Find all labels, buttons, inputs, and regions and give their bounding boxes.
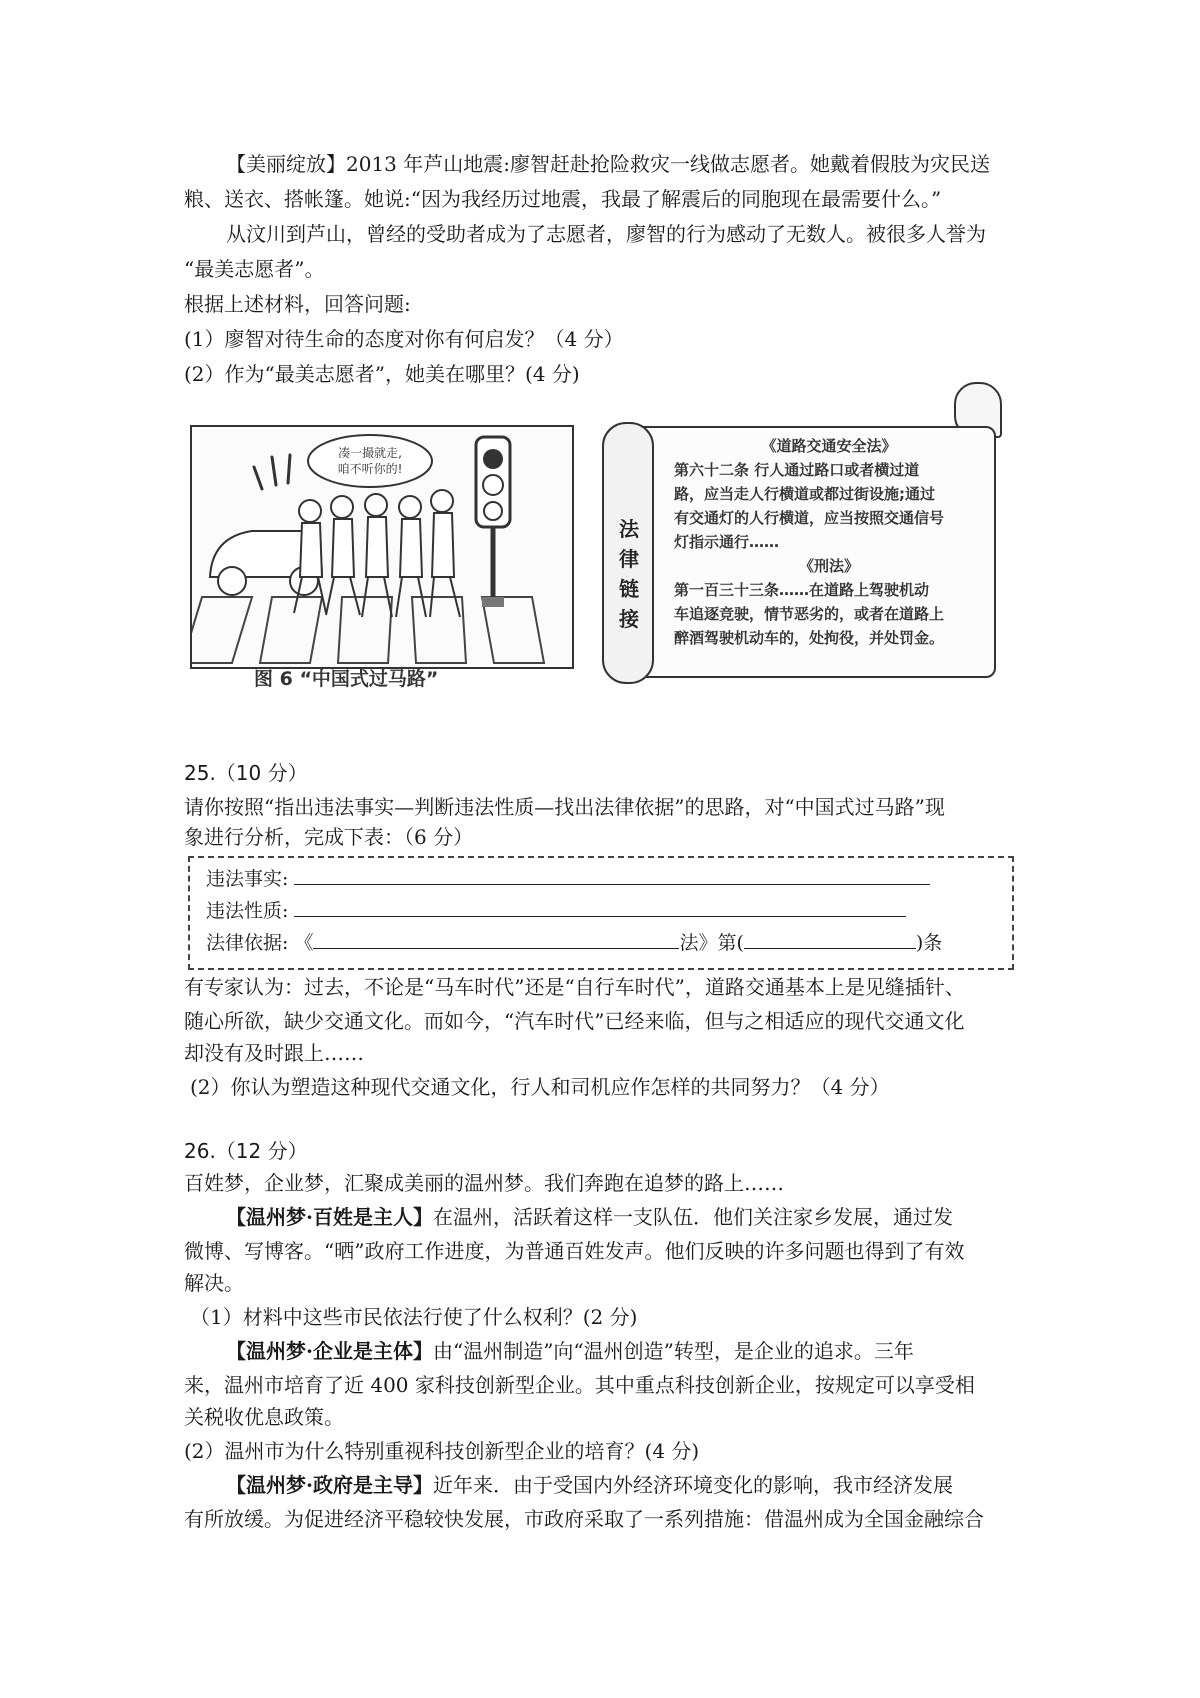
law1-title: 《道路交通安全法》 <box>761 437 897 455</box>
blank-illegal-fact[interactable] <box>294 866 930 885</box>
paragraph-liaozhi-1 <box>226 151 990 177</box>
q26-p1-line1-text: 在温州，活跃着这样一支队伍．他们关注家乡发展，通过发 <box>432 1205 953 1229</box>
tag-enterprise-subject: 【温州梦·企业是主体】 <box>226 1339 433 1363</box>
tag-government-leading: 【温州梦·政府是主导】 <box>226 1473 433 1497</box>
book-bracket-open: 《 <box>294 932 314 954</box>
q26-para1-line3: 解决。 <box>184 1271 244 1295</box>
para1-line2: 粮、送衣、搭帐篷。她说:“因为我经历过地震，我最了解震后的同胞现在最需要什么。” <box>184 187 942 211</box>
law2-line: 第一百三十三条……在道路上驾驶机动 <box>674 581 930 599</box>
question-2: (2）作为“最美志愿者”，她美在哪里？(4 分) <box>184 362 580 386</box>
para1-line1-text: 2013 年芦山地震:廖智赶赴抢险救灾一线做志愿者。她戴着假肢为灾民送 <box>346 152 990 176</box>
article-suffix: )条 <box>915 932 943 954</box>
cartoon-illustration <box>192 427 572 667</box>
q26-header: 26.（12 分） <box>184 1139 308 1163</box>
figure-caption: 图 6 “中国式过马路” <box>254 668 439 690</box>
scroll-roll <box>602 422 654 684</box>
law2-line: 醉酒驾驶机动车的，处拘役，并处罚金。 <box>674 629 945 647</box>
para2-line2: “最美志愿者”。 <box>184 257 325 281</box>
q26-para2-line2: 来，温州市培育了近 400 家科技创新型企业。其中重点科技创新企业，按规定可以享受相 <box>184 1373 975 1397</box>
label-illegal-fact: 违法事实: <box>206 868 289 890</box>
q26-intro: 百姓梦，企业梦，汇聚成美丽的温州梦。我们奔跑在追梦的路上…… <box>184 1171 784 1195</box>
row-legal-basis <box>206 930 942 956</box>
q26-question-1: （1）材料中这些市民依法行使了什么权利？(2 分) <box>190 1305 638 1329</box>
answer-table <box>188 856 1014 970</box>
q26-p3-line1-text: 近年来．由于受国内外经济环境变化的影响，我市经济发展 <box>432 1473 953 1497</box>
blank-illegal-nature[interactable] <box>294 898 906 917</box>
law2-line: 车追逐竞驶，情节恶劣的，或者在道路上 <box>674 605 945 623</box>
q26-para2-line3: 关税收优息政策。 <box>184 1405 344 1429</box>
crossing-cartoon <box>190 425 574 669</box>
question-1: (1）廖智对待生命的态度对你有何启发？（4 分） <box>184 327 624 351</box>
label-legal-basis: 法律依据: <box>206 932 289 954</box>
q25-intro-line1: 请你按照“指出违法事实—判断违法性质—找出法律依据”的思路，对“中国式过马路”现 <box>184 795 945 819</box>
q26-para1-line2: 微博、写博客。“晒”政府工作进度，为普通百姓发声。他们反映的许多问题也得到了有效 <box>184 1239 965 1263</box>
blank-law-name[interactable] <box>313 930 679 949</box>
law-suffix: 法》第( <box>679 932 744 954</box>
q26-question-2: (2）温州市为什么特别重视科技创新型企业的培育？(4 分) <box>184 1439 700 1463</box>
traffic-light-icon <box>476 437 510 607</box>
label-illegal-nature: 违法性质: <box>206 900 289 922</box>
law1-line: 灯指示通行…… <box>674 533 780 551</box>
law1-line: 路，应当走人行横道或都过街设施;通过 <box>674 485 936 503</box>
speech-line-1: 凑一撮就走, <box>338 446 402 460</box>
expert-line3: 却没有及时跟上…… <box>184 1041 364 1065</box>
legal-scroll <box>602 382 998 684</box>
row-illegal-nature <box>206 898 906 924</box>
expert-line1: 有专家认为：过去，不论是“马车时代”还是“自行车时代”，道路交通基本上是见缝插针、 <box>184 975 965 999</box>
law1-line: 有交通灯的人行横道，应当按照交通信号 <box>674 509 945 527</box>
speech-line-2: 咱不听你的! <box>337 462 403 476</box>
q26-para2-line1 <box>226 1338 914 1364</box>
expert-line2: 随心所欲，缺少交通文化。而如今，“汽车时代”已经来临，但与之相适应的现代交通文化 <box>184 1009 965 1033</box>
section-tag-beautiful-bloom: 【美丽绽放】 <box>226 152 346 176</box>
tag-citizens-masters: 【温州梦·百姓是主人】 <box>226 1205 433 1229</box>
law1-line: 第六十二条 行人通过路口或者横过道 <box>674 461 920 479</box>
q26-para3-line1 <box>226 1472 953 1498</box>
blank-article-number[interactable] <box>744 930 916 949</box>
q26-p2-line1-text: 由“温州制造”向“温州创造”转型，是企业的追求。三年 <box>432 1339 914 1363</box>
para2-line1: 从汶川到芦山，曾经的受助者成为了志愿者，廖智的行为感动了无数人。被很多人誉为 <box>226 222 986 246</box>
q25-question-2: (2）你认为塑造这种现代交通文化，行人和司机应作怎样的共同努力？（4 分） <box>190 1075 890 1099</box>
legal-link-label: 法律链接 <box>619 517 639 631</box>
q26-para1-line1 <box>226 1204 953 1230</box>
question-prompt: 根据上述材料，回答问题: <box>184 292 411 316</box>
q25-header: 25.（10 分） <box>184 761 308 785</box>
row-illegal-fact <box>206 866 930 892</box>
legal-text <box>674 434 984 650</box>
q25-intro-line2: 象进行分析，完成下表：（6 分） <box>184 825 474 849</box>
law2-title: 《刑法》 <box>798 557 859 575</box>
q26-para3-line2: 有所放缓。为促进经济平稳较快发展，市政府采取了一系列措施：借温州成为全国金融综合 <box>184 1507 984 1531</box>
